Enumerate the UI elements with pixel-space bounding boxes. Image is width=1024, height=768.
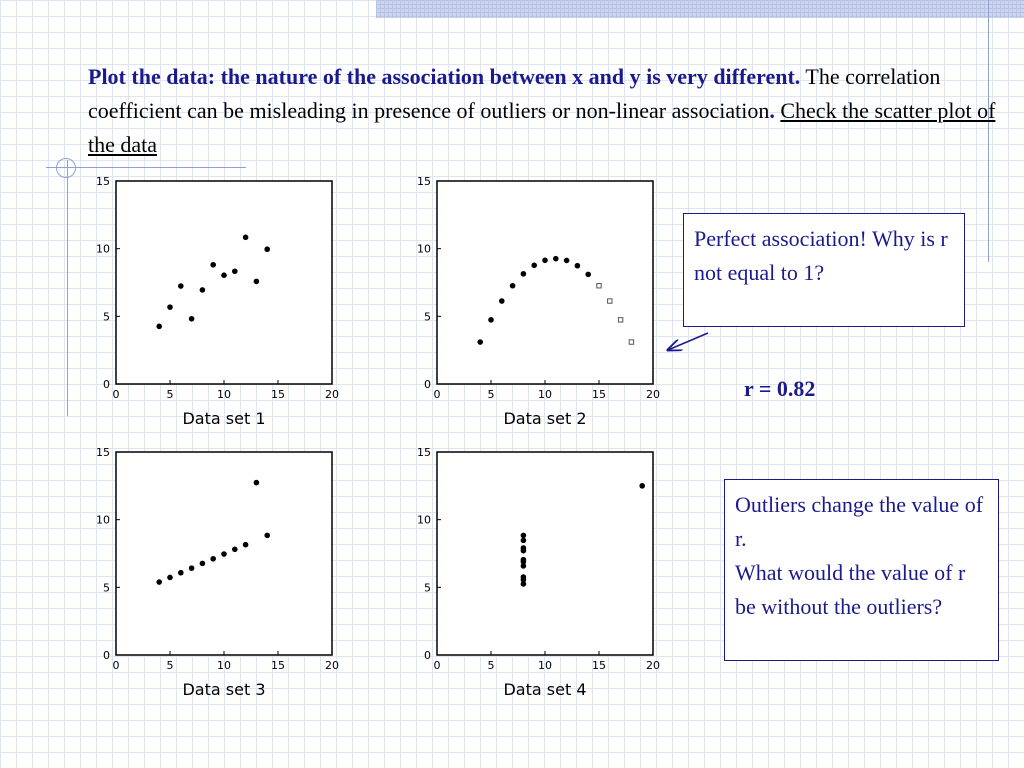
- data-point: [156, 579, 162, 585]
- scatter-plot-3: [96, 446, 339, 699]
- data-point: [200, 287, 206, 293]
- data-point: [521, 538, 527, 544]
- y-tick-label: 5: [103, 310, 110, 324]
- data-point: [553, 256, 559, 262]
- x-tick-label: 10: [538, 388, 552, 401]
- callout-outliers-line2: What would the value of r be without the outliers?: [735, 560, 966, 619]
- data-point: [585, 272, 591, 278]
- x-tick-label: 10: [217, 388, 231, 401]
- data-point: [510, 283, 516, 289]
- dataset-label-1: Data set 1: [182, 409, 266, 428]
- hollow-data-point: [618, 318, 622, 322]
- data-point: [189, 565, 195, 571]
- data-point: [575, 263, 581, 269]
- heading-regular-text: The correlation coefficient can be misleading in presence of outliers or non-linear association: [88, 64, 941, 123]
- data-point: [156, 324, 162, 330]
- data-point: [564, 258, 570, 264]
- y-tick-label: 15: [96, 446, 110, 459]
- x-tick-label: 10: [217, 659, 231, 672]
- y-tick-label: 15: [96, 175, 110, 188]
- data-point: [521, 271, 527, 277]
- dataset-label-4: Data set 4: [503, 680, 587, 699]
- x-tick-label: 0: [112, 388, 120, 401]
- scatter-plot-4: [417, 446, 660, 699]
- hollow-data-point: [629, 340, 633, 344]
- data-point: [254, 480, 260, 486]
- x-tick-label: 20: [325, 388, 339, 401]
- plot-frame-4: [437, 452, 653, 655]
- x-tick-label: 20: [646, 388, 660, 401]
- scatter-plot-1: [96, 175, 339, 428]
- y-tick-label: 0: [103, 378, 110, 391]
- heading-period: .: [769, 98, 775, 123]
- scatter-plot-2: [417, 175, 660, 428]
- y-tick-label: 5: [103, 581, 110, 595]
- x-tick-label: 15: [592, 388, 606, 401]
- data-point: [521, 545, 527, 551]
- y-tick-label: 10: [417, 513, 431, 527]
- data-point: [232, 547, 238, 553]
- data-point: [167, 575, 173, 581]
- y-tick-label: 10: [96, 513, 110, 527]
- callout-perfect-association: [683, 213, 965, 327]
- hollow-data-point: [597, 284, 601, 288]
- r-value-label: r = 0.82: [744, 376, 816, 401]
- x-tick-label: 15: [271, 659, 285, 672]
- data-point: [189, 316, 195, 322]
- data-point: [264, 246, 270, 252]
- data-point: [521, 557, 527, 563]
- data-point: [542, 258, 548, 264]
- data-point: [243, 234, 249, 240]
- data-point: [254, 279, 260, 285]
- data-point: [221, 272, 227, 278]
- x-tick-label: 5: [487, 659, 495, 672]
- data-point: [221, 551, 227, 557]
- y-tick-label: 0: [424, 649, 431, 662]
- x-tick-label: 0: [112, 659, 120, 672]
- data-point: [167, 304, 173, 310]
- data-point: [531, 263, 537, 269]
- callout-perfect-association-text: Perfect association! Why is r not equal to 1?: [694, 226, 948, 285]
- y-tick-label: 15: [417, 446, 431, 459]
- data-point: [210, 262, 216, 268]
- x-tick-label: 5: [166, 388, 174, 401]
- x-tick-label: 0: [433, 659, 441, 672]
- x-tick-label: 15: [271, 388, 285, 401]
- x-tick-label: 15: [592, 659, 606, 672]
- plot-frame-1: [116, 181, 332, 384]
- y-tick-label: 15: [417, 175, 431, 188]
- dataset-label-3: Data set 3: [182, 680, 266, 699]
- data-point: [521, 574, 527, 580]
- x-tick-label: 20: [325, 659, 339, 672]
- heading-bold-text: Plot the data: the nature of the association between x and y is very different.: [88, 64, 801, 89]
- data-point: [232, 268, 238, 274]
- callout-outliers: [724, 479, 999, 661]
- x-tick-label: 0: [433, 388, 441, 401]
- hollow-data-point: [608, 299, 612, 303]
- y-tick-label: 10: [96, 242, 110, 256]
- data-point: [243, 542, 249, 548]
- data-point: [264, 533, 270, 539]
- callout-arrow: [668, 333, 708, 350]
- data-point: [639, 483, 645, 489]
- data-point: [178, 283, 184, 289]
- data-point: [477, 339, 483, 345]
- dataset-label-2: Data set 2: [503, 409, 587, 428]
- data-point: [488, 317, 494, 323]
- y-tick-label: 10: [417, 242, 431, 256]
- data-point: [200, 561, 206, 567]
- y-tick-label: 0: [424, 378, 431, 391]
- x-tick-label: 10: [538, 659, 552, 672]
- data-point: [178, 570, 184, 576]
- x-tick-label: 20: [646, 659, 660, 672]
- x-tick-label: 5: [487, 388, 495, 401]
- y-tick-label: 5: [424, 581, 431, 595]
- x-tick-label: 5: [166, 659, 174, 672]
- plot-frame-2: [437, 181, 653, 384]
- y-tick-label: 0: [103, 649, 110, 662]
- data-point: [499, 298, 505, 304]
- callout-outliers-line1: Outliers change the value of r.: [735, 492, 984, 551]
- y-tick-label: 5: [424, 310, 431, 324]
- data-point: [210, 556, 216, 562]
- scatter-plot-link[interactable]: Check the scatter plot of the data: [88, 98, 996, 157]
- data-point: [521, 533, 527, 539]
